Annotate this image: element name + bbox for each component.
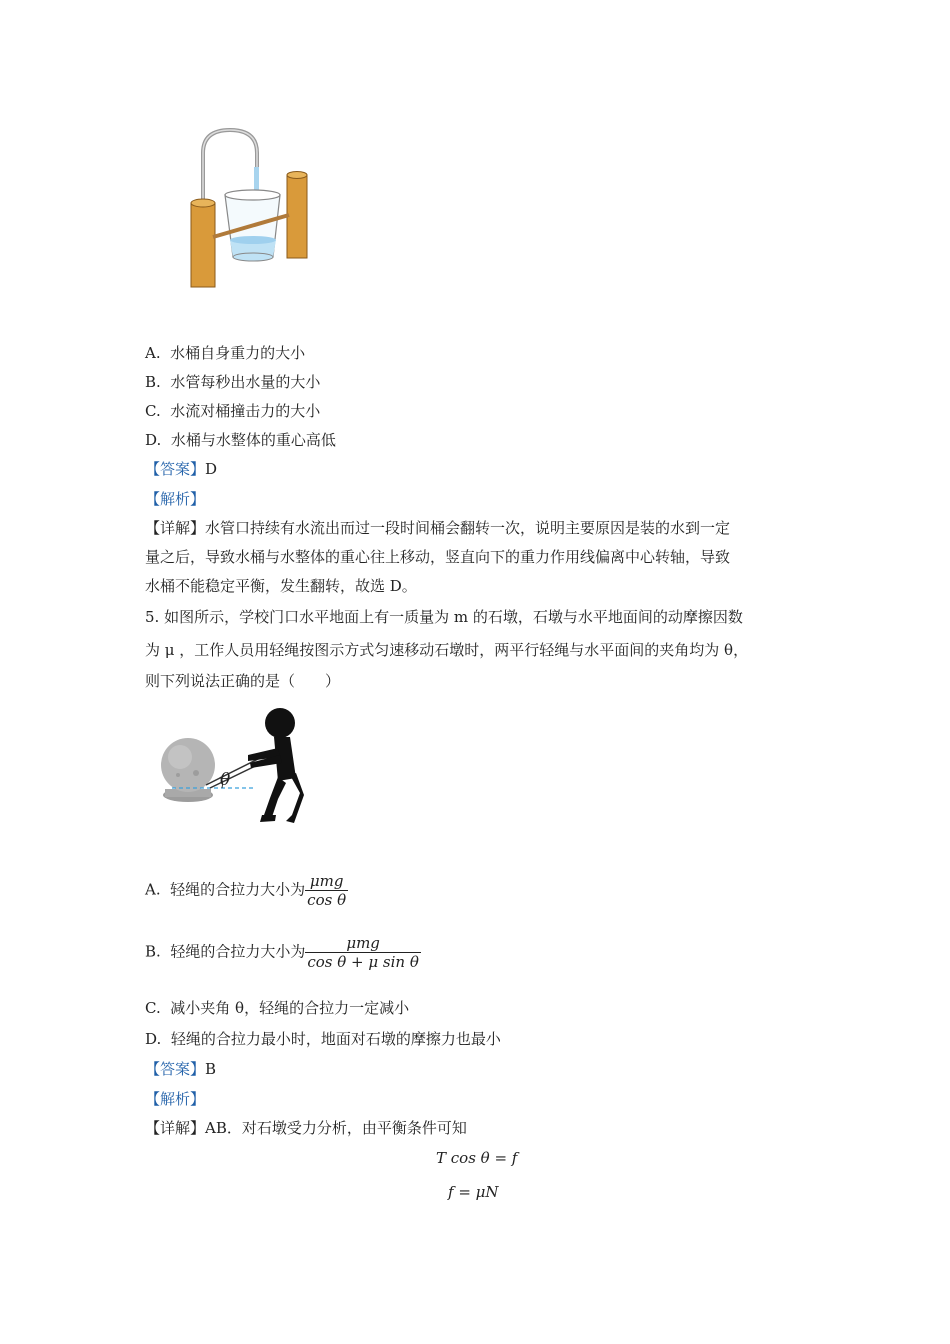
q4-detail-line1: 【详解】水管口持续有水流出而过一段时间桶会翻转一次，说明主要原因是装的水到一定: [145, 519, 731, 537]
bucket-figure: [185, 125, 315, 295]
q5-stem-line1: 5. 如图所示，学校门口水平地面上有一质量为 m 的石墩，石墩与水平地面间的动摩擦因数: [145, 608, 743, 626]
figure-angle-label: θ: [220, 770, 231, 790]
q5-equation-2: f = μN: [448, 1183, 499, 1201]
q4-answer: 【答案】D: [145, 460, 218, 478]
q5-option-c: C. 减小夹角 θ，轻绳的合拉力一定减小: [145, 999, 410, 1017]
q4-detail-line3: 水桶不能稳定平衡，发生翻转，故选 D。: [145, 577, 417, 595]
q5-detail: 【详解】AB．对石墩受力分析，由平衡条件可知: [145, 1119, 467, 1137]
q5-analysis-tag: 【解析】: [145, 1090, 206, 1108]
q4-option-c: C. 水流对桶撞击力的大小: [145, 402, 321, 420]
q4-option-b: B. 水管每秒出水量的大小: [145, 373, 321, 391]
q5-option-b-fraction: $\frac{\text{μmg}}{\text{cos θ + μ sin θ}}$: [307, 934, 419, 971]
q4-detail-line2: 量之后，导致水桶与水整体的重心往上移动，竖直向下的重力作用线偏离中心转轴，导致: [145, 548, 731, 566]
q5-stem-line3: 则下列说法正确的是（ ）: [145, 672, 341, 690]
q5-option-a-fraction: $\frac{\text{μmg}}{\text{cos θ}}$: [307, 872, 347, 909]
q4-analysis-tag: 【解析】: [145, 490, 206, 508]
q5-stem-line2: 为 μ ，工作人员用轻绳按图示方式匀速移动石墩时，两平行轻绳与水平面间的夹角均为 θ，: [145, 641, 749, 659]
q5-answer: 【答案】B: [145, 1060, 217, 1078]
q4-option-a: A. 水桶自身重力的大小: [145, 344, 306, 362]
stone-pier-figure: [158, 703, 308, 828]
q5-option-a: A. 轻绳的合拉力大小为 $\frac{\text{μmg}}{\text{cos θ}}$: [145, 872, 347, 909]
q5-option-b: B. 轻绳的合拉力大小为 $\frac{\text{μmg}}{\text{cos θ + μ sin θ}}$: [145, 934, 419, 971]
q5-equation-1: T cos θ = f: [436, 1149, 518, 1167]
q5-option-d: D. 轻绳的合拉力最小时，地面对石墩的摩擦力也最小: [145, 1030, 501, 1048]
q4-option-d: D. 水桶与水整体的重心高低: [145, 431, 336, 449]
